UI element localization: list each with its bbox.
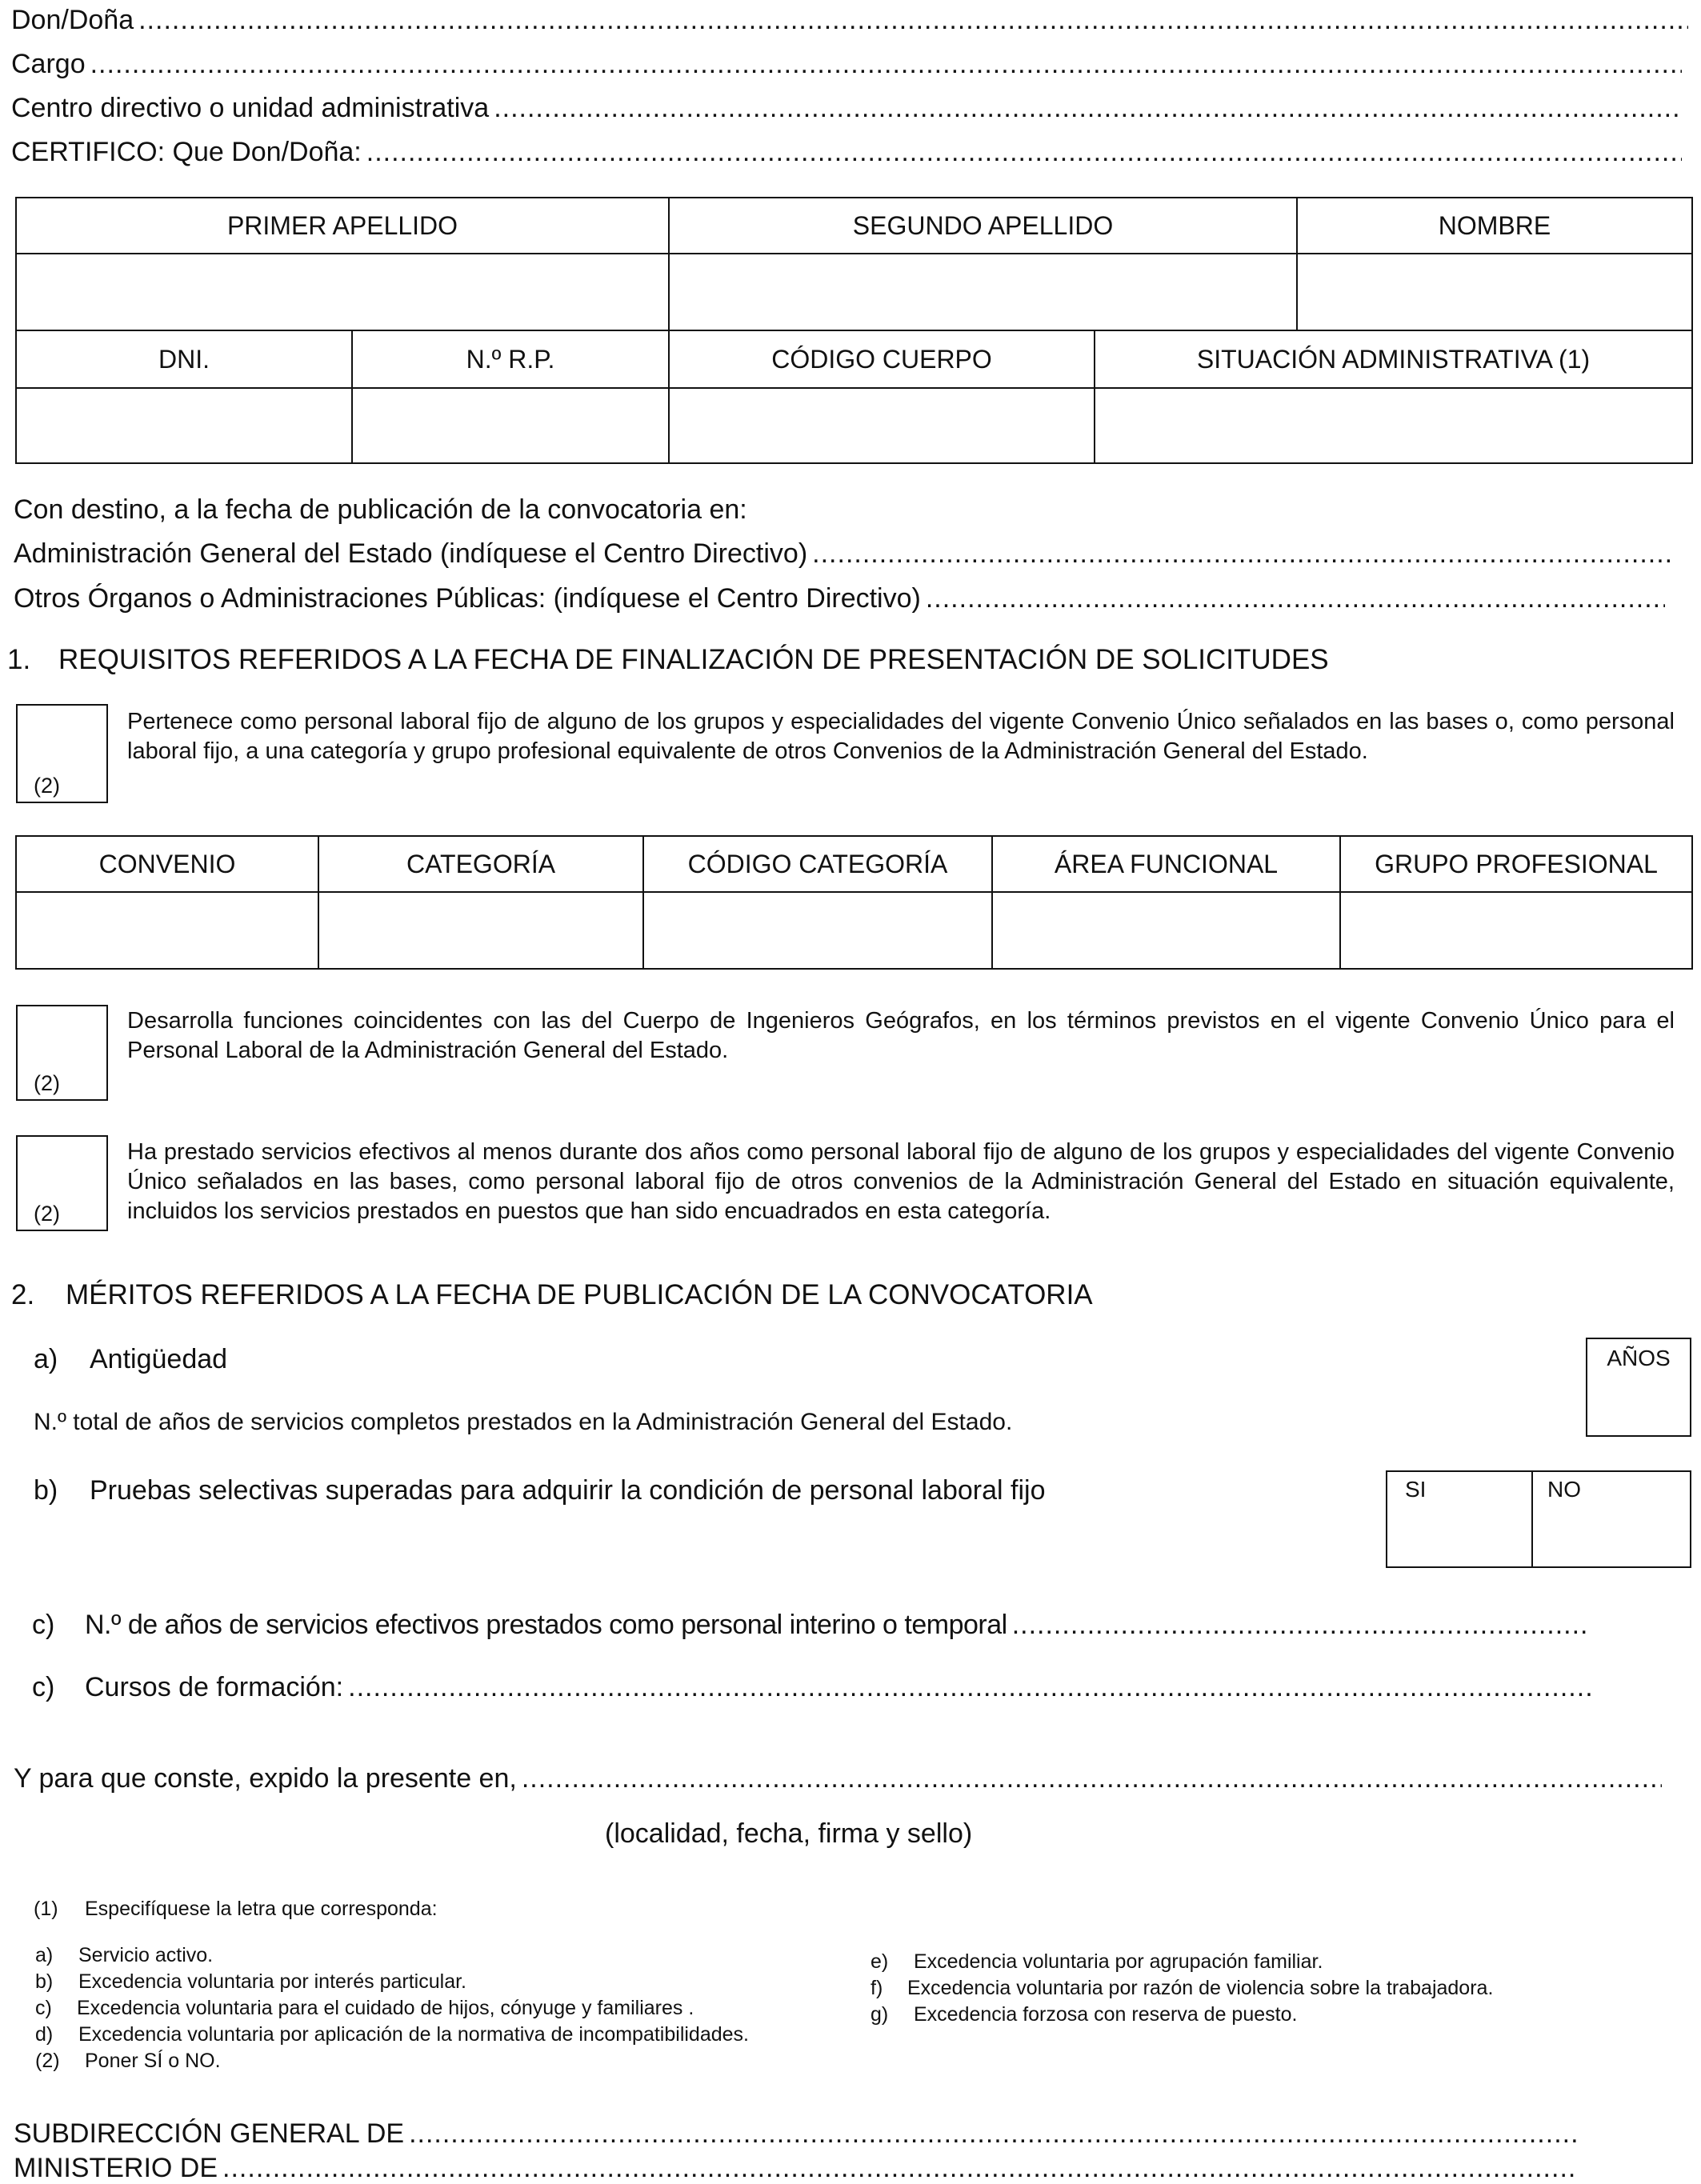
certifico-line[interactable]	[11, 136, 1682, 168]
footnote-2: (2) Poner SÍ o NO.	[35, 2050, 221, 2072]
footnote-g: g) Excedencia forzosa con reserva de puesto.	[871, 2003, 1298, 2026]
pruebas-heading	[34, 1474, 1045, 1506]
centro-line[interactable]	[11, 92, 1682, 124]
header-situacion-administrativa: SITUACIÓN ADMINISTRATIVA (1)	[1095, 331, 1691, 389]
interino-line[interactable]	[32, 1609, 1591, 1641]
categoria-field[interactable]	[319, 893, 644, 968]
cargo-line[interactable]	[11, 48, 1682, 80]
no-option[interactable]	[1533, 1472, 1690, 1566]
antiguedad-desc: N.º total de años de servicios completos prestados en la Administración General del Estado.	[34, 1409, 1013, 1435]
cargo-label: Cargo	[11, 49, 86, 79]
footnote-c: c) Excedencia voluntaria para el cuidado de hijos, cónyuge y familiares .	[35, 1997, 694, 2019]
si-label: SI	[1405, 1477, 1427, 1502]
footnote-a: a) Servicio activo.	[35, 1944, 214, 1966]
convenio-table	[15, 835, 1693, 970]
section2-number: 2.	[11, 1279, 35, 1310]
footnote-b: b) Excedencia voluntaria por interés particular.	[35, 1970, 466, 1993]
footnote-left-list	[35, 1942, 749, 2074]
cursos-line[interactable]	[32, 1671, 1591, 1703]
header-grupo-profesional: GRUPO PROFESIONAL	[1341, 837, 1691, 893]
ministerio-label: MINISTERIO DE	[14, 2153, 218, 2183]
don-dona-label: Don/Doña	[11, 5, 134, 35]
interino-letter: c)	[32, 1610, 55, 1640]
requisito3-note: (2)	[34, 1202, 60, 1226]
don-dona-line[interactable]	[11, 4, 1688, 36]
codigo-cuerpo-field[interactable]	[670, 389, 1095, 462]
requisito2-text: Desarrolla funciones coincidentes con las del Cuerpo de Ingenieros Geógrafos, en los términos previstos en el vigente Convenio Único para el Personal Laboral de la Administración General del Estado.	[127, 1008, 1675, 1063]
footnote1	[34, 1896, 438, 1922]
dni-field[interactable]	[17, 389, 353, 462]
requisito1-note: (2)	[34, 774, 60, 798]
pruebas-title: Pruebas selectivas superadas para adquirir la condición de personal laboral fijo	[90, 1475, 1046, 1506]
person-table	[15, 197, 1693, 464]
otros-line[interactable]	[14, 582, 1665, 614]
primer-apellido-field[interactable]	[17, 254, 670, 331]
section1-heading	[7, 643, 1329, 677]
expido-label: Y para que conste, expido la presente en,	[14, 1763, 517, 1794]
nrp-field[interactable]	[353, 389, 670, 462]
cursos-letter: c)	[32, 1672, 55, 1702]
header-nrp: N.º R.P.	[353, 331, 670, 389]
requisito2-note: (2)	[34, 1071, 60, 1095]
area-funcional-field[interactable]	[993, 893, 1341, 968]
footnote-e: e) Excedencia voluntaria por agrupación familiar.	[871, 1950, 1323, 1973]
header-convenio: CONVENIO	[17, 837, 319, 893]
cursos-label: Cursos de formación:	[85, 1672, 344, 1702]
footnote-right-list	[871, 1949, 1493, 2028]
header-codigo-categoria: CÓDIGO CATEGORÍA	[644, 837, 993, 893]
footnote1-number: (1)	[34, 1898, 58, 1920]
interino-label: N.º de años de servicios efectivos prestados como personal interino o temporal	[85, 1610, 1007, 1640]
anos-box[interactable]	[1586, 1338, 1691, 1437]
footnote1-text: Especifíquese la letra que corresponda:	[85, 1898, 438, 1920]
certifico-label: CERTIFICO: Que Don/Doña:	[11, 137, 362, 167]
antiguedad-heading	[34, 1343, 227, 1375]
section2-title: MÉRITOS REFERIDOS A LA FECHA DE PUBLICACIÓN DE LA CONVOCATORIA	[66, 1279, 1093, 1310]
anos-label: AÑOS	[1607, 1346, 1671, 1370]
destino-intro: Con destino, a la fecha de publicación de la convocatoria en:	[14, 494, 747, 525]
antiguedad-title: Antigüedad	[90, 1344, 228, 1374]
pruebas-letter: b)	[34, 1475, 58, 1506]
header-segundo-apellido: SEGUNDO APELLIDO	[670, 198, 1298, 254]
header-area-funcional: ÁREA FUNCIONAL	[993, 837, 1341, 893]
requisito1-checkbox[interactable]	[16, 704, 108, 803]
header-dni: DNI.	[17, 331, 353, 389]
otros-label: Otros Órganos o Administraciones Públicas: (indíquese el Centro Directivo)	[14, 583, 921, 614]
si-no-box	[1386, 1470, 1691, 1568]
expido-line[interactable]	[14, 1762, 1662, 1794]
section1-title: REQUISITOS REFERIDOS A LA FECHA DE FINALIZACIÓN DE PRESENTACIÓN DE SOLICITUDES	[58, 644, 1329, 675]
subdireccion-label: SUBDIRECCIÓN GENERAL DE	[14, 2118, 405, 2149]
header-codigo-cuerpo: CÓDIGO CUERPO	[670, 331, 1095, 389]
header-categoria: CATEGORÍA	[319, 837, 644, 893]
requisito2-checkbox[interactable]	[16, 1005, 108, 1101]
grupo-profesional-field[interactable]	[1341, 893, 1691, 968]
ministerio-line[interactable]	[14, 2152, 1578, 2184]
no-label: NO	[1547, 1477, 1581, 1502]
segundo-apellido-field[interactable]	[670, 254, 1298, 331]
antiguedad-letter: a)	[34, 1344, 58, 1374]
age-line[interactable]	[14, 538, 1670, 570]
situacion-administrativa-field[interactable]	[1095, 389, 1691, 462]
age-label: Administración General del Estado (indíquese el Centro Directivo)	[14, 538, 808, 569]
section2-heading	[11, 1278, 1093, 1312]
subdireccion-line[interactable]	[14, 2118, 1578, 2150]
nombre-field[interactable]	[1298, 254, 1691, 331]
convenio-field[interactable]	[17, 893, 319, 968]
requisito3-text: Ha prestado servicios efectivos al menos durante dos años como personal laboral fijo de alguno de los grupos y especialidades del vigente Convenio Único señalados en las bases, como personal laboral fijo de otros convenios de la Administración General del Estado en situación equivalente, incluidos los servicios prestados en puestos que han sido encuadrados en esta categoría.	[127, 1139, 1675, 1224]
footnote-f: f) Excedencia voluntaria por razón de violencia sobre la trabajadora.	[871, 1977, 1494, 1999]
footnote-d: d) Excedencia voluntaria por aplicación de la normativa de incompatibilidades.	[35, 2023, 749, 2046]
header-nombre: NOMBRE	[1298, 198, 1691, 254]
firma-caption: (localidad, fecha, firma y sello)	[605, 1818, 973, 1849]
si-option[interactable]	[1387, 1472, 1531, 1566]
section1-number: 1.	[7, 644, 31, 675]
requisito3-checkbox[interactable]	[16, 1135, 108, 1231]
centro-label: Centro directivo o unidad administrativa	[11, 93, 490, 123]
header-primer-apellido: PRIMER APELLIDO	[17, 198, 670, 254]
requisito1-text: Pertenece como personal laboral fijo de alguno de los grupos y especialidades del vigente Convenio Único señalados en las bases o, como personal laboral fijo, a una categoría y grupo profesional equivalente de otros Convenios de la Administración General del Estado.	[127, 709, 1675, 764]
codigo-categoria-field[interactable]	[644, 893, 993, 968]
